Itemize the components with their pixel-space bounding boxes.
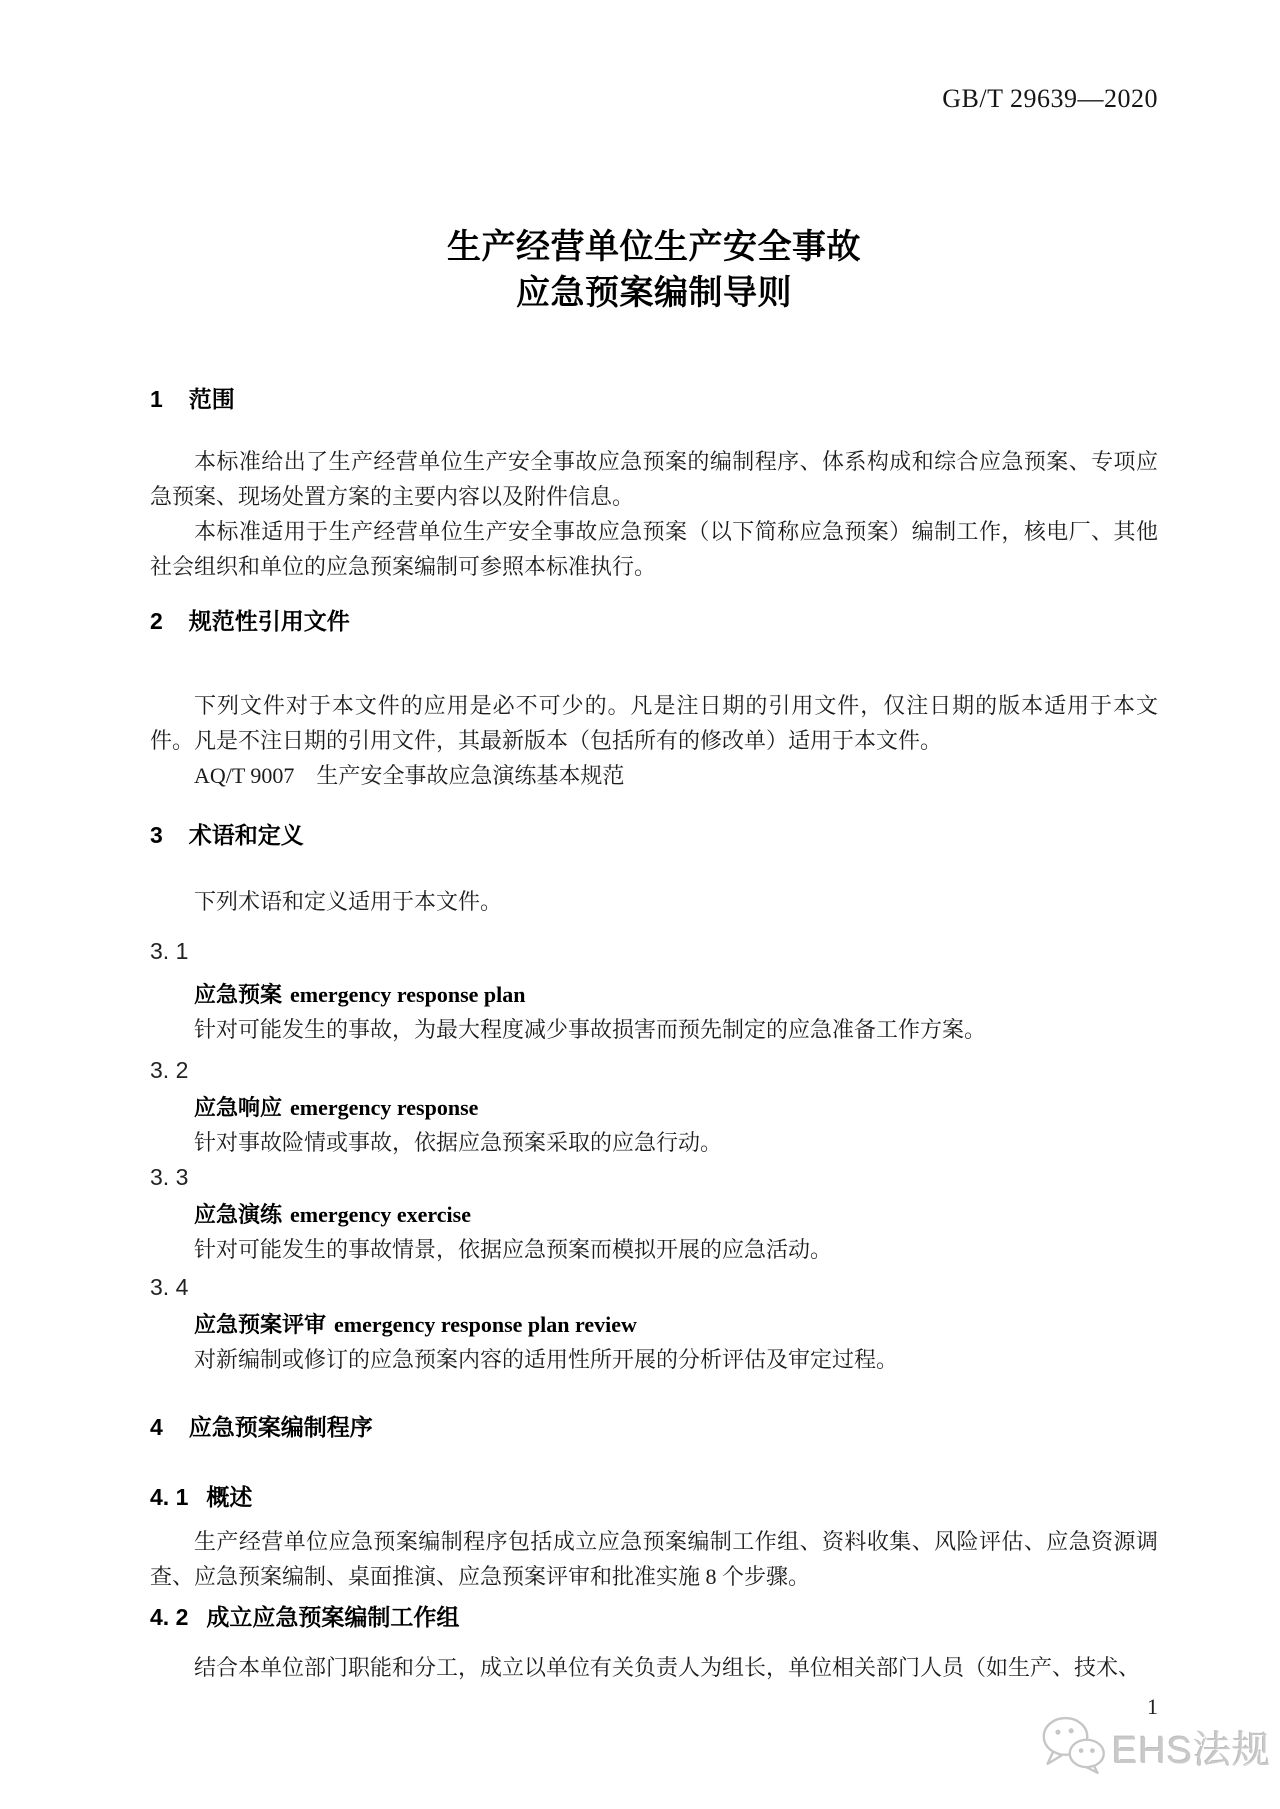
term-3-1 <box>150 980 1202 1013</box>
page-number: 1 <box>1147 1694 1158 1719</box>
watermark-text: EHS法规 <box>1112 1730 1272 1772</box>
section-4-1-paragraph: 生产经营单位应急预案编制程序包括成立应急预案编制工作组、资料收集、风险评估、应急资源调查、应急预案编制、桌面推演、应急预案评审和批准实施 8 个步骤。 <box>150 1529 1158 1589</box>
definition-3-4: 对新编制或修订的应急预案内容的适用性所开展的分析评估及审定过程。 <box>194 1347 899 1372</box>
document-title <box>150 224 1158 316</box>
section-3-intro <box>150 884 1158 919</box>
definition-3-2: 针对事故险情或事故，依据应急预案采取的应急行动。 <box>194 1130 723 1155</box>
section-2-body <box>150 688 1158 793</box>
term-3-2-zh: 应急响应 <box>194 1095 283 1120</box>
section-3-heading <box>150 820 1158 850</box>
term-3-4 <box>150 1310 1202 1343</box>
section-2-reference: AQ/T 9007 生产安全事故应急演练基本规范 <box>194 763 625 788</box>
section-3-number: 3 <box>150 822 163 848</box>
terms-intro: 下列术语和定义适用于本文件。 <box>194 889 503 914</box>
section-4-1-body <box>150 1524 1158 1594</box>
definition-3-3: 针对可能发生的事故情景，依据应急预案而模拟开展的应急活动。 <box>194 1237 833 1262</box>
section-1-paragraph-1: 本标准给出了生产经营单位生产安全事故应急预案的编制程序、体系构成和综合应急预案、专项应急预案、现场处置方案的主要内容以及附件信息。 <box>150 449 1158 509</box>
section-2-paragraph-1: 下列文件对于本文件的应用是必不可少的。凡是注日期的引用文件，仅注日期的版本适用于本文件。凡是不注日期的引用文件，其最新版本（包括所有的修改单）适用于本文件。 <box>150 693 1158 753</box>
section-4-heading <box>150 1412 1158 1442</box>
document-title-line1: 生产经营单位生产安全事故 <box>447 228 861 266</box>
section-4-2-number: 4. 2 <box>150 1604 189 1630</box>
section-2-heading <box>150 606 1158 636</box>
term-3-3-en: emergency exercise <box>290 1202 471 1227</box>
section-2-title: 规范性引用文件 <box>188 608 350 634</box>
section-4-title: 应急预案编制程序 <box>188 1414 373 1440</box>
term-3-3 <box>150 1200 1202 1233</box>
section-3-title: 术语和定义 <box>188 822 304 848</box>
term-3-1-en: emergency response plan <box>290 982 526 1007</box>
section-4-number: 4 <box>150 1414 163 1440</box>
section-1-heading <box>150 384 1158 414</box>
section-4-2-heading <box>150 1602 1158 1632</box>
section-1-paragraph-2: 本标准适用于生产经营单位生产安全事故应急预案（以下简称应急预案）编制工作，核电厂、其他社会组织和单位的应急预案编制可参照本标准执行。 <box>150 519 1158 579</box>
section-4-2-title: 成立应急预案编制工作组 <box>206 1604 460 1630</box>
document-title-line2: 应急预案编制导则 <box>516 274 792 312</box>
term-3-2 <box>150 1093 1202 1126</box>
clause-number-3-4: 3. 4 <box>150 1274 189 1300</box>
section-2-number: 2 <box>150 608 163 634</box>
term-3-1-zh: 应急预案 <box>194 982 283 1007</box>
section-1-title: 范围 <box>188 386 235 412</box>
section-4-1-heading <box>150 1482 1158 1512</box>
term-3-4-en: emergency response plan review <box>334 1312 637 1337</box>
section-4-1-number: 4. 1 <box>150 1484 189 1510</box>
standard-code: GB/T 29639—2020 <box>942 84 1158 113</box>
wechat-icon <box>1040 1714 1108 1779</box>
definition-3-1: 针对可能发生的事故，为最大程度减少事故损害而预先制定的应急准备工作方案。 <box>194 1017 987 1042</box>
clause-number-3-3: 3. 3 <box>150 1164 189 1190</box>
watermark <box>1040 1714 1271 1779</box>
section-4-2-body <box>150 1650 1158 1685</box>
term-3-4-zh: 应急预案评审 <box>194 1312 327 1337</box>
section-4-2-paragraph: 结合本单位部门职能和分工，成立以单位有关负责人为组长，单位相关部门人员（如生产、技术、 <box>194 1655 1141 1680</box>
term-3-3-zh: 应急演练 <box>194 1202 283 1227</box>
clause-number-3-1: 3. 1 <box>150 938 189 964</box>
section-1-body <box>150 444 1158 584</box>
clause-number-3-2: 3. 2 <box>150 1057 189 1083</box>
term-3-2-en: emergency response <box>290 1095 479 1120</box>
section-4-1-title: 概述 <box>206 1484 253 1510</box>
section-1-number: 1 <box>150 386 163 412</box>
